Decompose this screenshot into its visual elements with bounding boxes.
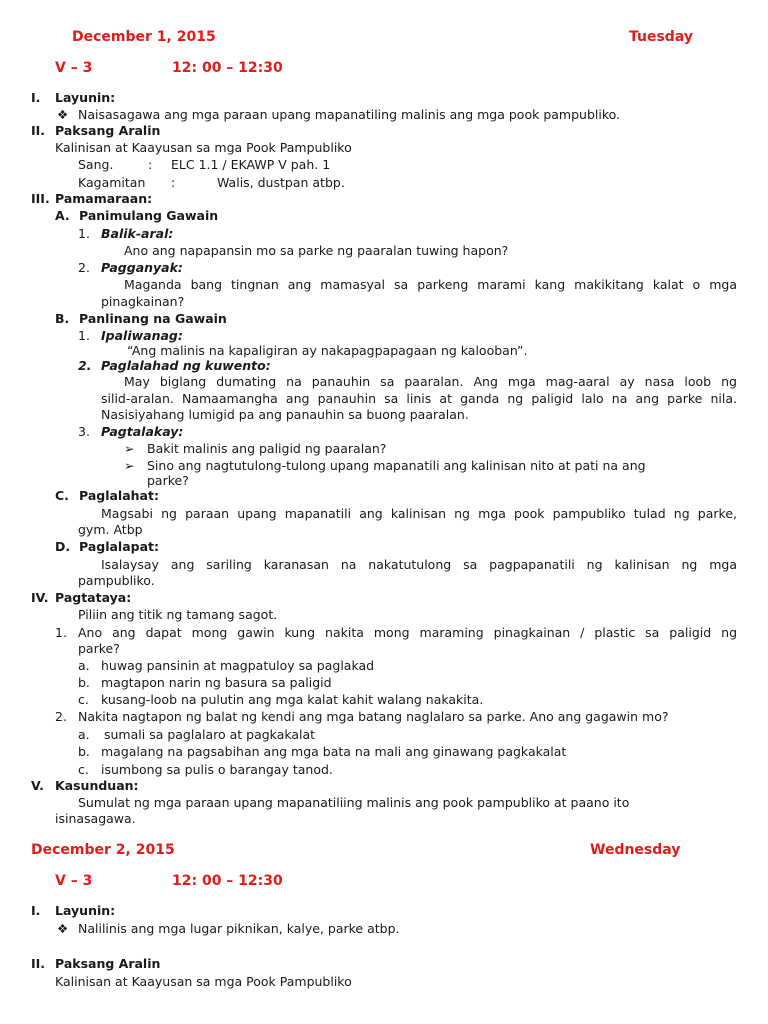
choice-text: magalang na pagsabihan ang mga bata na mali ang ginawang pagkakalat (101, 744, 567, 759)
weekday-heading: Tuesday (629, 29, 693, 45)
reference-colon: : (148, 157, 153, 172)
arrow-bullet-icon: ➢ (124, 458, 135, 473)
weekday-heading: Wednesday (590, 842, 681, 858)
step-title: Pagganyak: (101, 260, 183, 275)
assignment-text: isinasagawa. (55, 811, 136, 826)
step-number: 2. (78, 358, 92, 373)
step-number: 1. (78, 328, 90, 343)
step-number: 1. (78, 226, 90, 241)
step-text: pinagkainan? (101, 294, 185, 309)
section-number: I. (31, 903, 41, 918)
step-number: 2. (78, 260, 90, 275)
objective-text: Naisasagawa ang mga paraan upang mapanatiling malinis ang mga pook pampubliko. (78, 107, 621, 122)
section-title: Paksang Aralin (55, 123, 161, 138)
bullet-icon: ❖ (57, 921, 69, 936)
step-text: “Ang malinis na kapaligiran ay nakapagpapagaan ng kalooban”. (127, 343, 528, 358)
section-title: Pamamaraan: (55, 191, 153, 206)
section-number: V. (31, 778, 44, 793)
choice-letter: b. (78, 675, 90, 690)
materials-value: Walis, dustpan atbp. (217, 175, 345, 190)
section-label: V – 3 (55, 873, 93, 889)
section-title: Kasunduan: (55, 778, 139, 793)
question-number: 1. (55, 625, 67, 640)
step-text: Ano ang napapansin mo sa parke ng paaralan tuwing hapon? (124, 243, 509, 258)
time-label: 12: 00 – 12:30 (172, 60, 283, 76)
reference-value: ELC 1.1 / EKAWP V pah. 1 (171, 157, 331, 172)
story-text: silid-aralan. Namaamangha ang panauhin sa linis at ganda ng paligid lalo na ang parke nila. (101, 391, 737, 406)
question-text: Ano ang dapat mong gawin kung nakita mong maraming pinagkainan / plastic sa paligid ng (78, 625, 737, 640)
subsection-title: Panlinang na Gawain (79, 311, 227, 326)
section-title: Layunin: (55, 90, 116, 105)
question-text: Nakita nagtapon ng balat ng kendi ang mga batang naglalaro sa parke. Ano ang gagawin mo? (78, 709, 669, 724)
step-number: 3. (78, 424, 90, 439)
subsection-letter: C. (55, 488, 69, 503)
application-text: Isalaysay ang sariling karanasan na nakatutulong sa pagpapanatili ng kalinisan ng mga (101, 557, 737, 572)
instruction-text: Piliin ang titik ng tamang sagot. (78, 607, 278, 622)
objective-text: Nalilinis ang mga lugar piknikan, kalye, parke atbp. (78, 921, 400, 936)
topic-text: Kalinisan at Kaayusan sa mga Pook Pampubliko (55, 140, 352, 155)
choice-text: magtapon narin ng basura sa paligid (101, 675, 332, 690)
step-text: Maganda bang tingnan ang mamasyal sa parkeng marami kang makikitang kalat o mga (124, 277, 737, 292)
section-number: II. (31, 123, 46, 138)
section-title: Pagtataya: (55, 590, 132, 605)
subsection-letter: A. (55, 208, 70, 223)
section-number: III. (31, 191, 50, 206)
choice-text: isumbong sa pulis o barangay tanod. (101, 762, 333, 777)
section-title: Layunin: (55, 903, 116, 918)
choice-letter: a. (78, 658, 90, 673)
question-number: 2. (55, 709, 67, 724)
date-heading: December 1, 2015 (72, 29, 216, 45)
subsection-letter: B. (55, 311, 70, 326)
story-text: Nasisiyahang lumigid pa ang panauhin sa buong paaralan. (101, 407, 469, 422)
choice-text: kusang-loob na pulutin ang mga kalat kahit walang nakakita. (101, 692, 484, 707)
bullet-icon: ❖ (57, 107, 69, 122)
choice-text: sumali sa paglalaro at pagkakalat (104, 727, 316, 742)
generalization-text: Magsabi ng paraan upang mapanatili ang kalinisan ng mga pook pampubliko tulad ng parke, (101, 506, 737, 521)
subsection-title: Paglalahat: (79, 488, 159, 503)
subsection-title: Paglalapat: (79, 539, 160, 554)
materials-colon: : (171, 175, 176, 190)
choice-letter: c. (78, 692, 89, 707)
discussion-question: Bakit malinis ang paligid ng paaralan? (147, 441, 387, 456)
question-text: parke? (78, 641, 120, 656)
date-heading: December 2, 2015 (31, 842, 175, 858)
materials-label: Kagamitan (78, 175, 146, 190)
choice-text: huwag pansinin at magpatuloy sa paglakad (101, 658, 375, 673)
generalization-text: gym. Atbp (78, 522, 143, 537)
subsection-letter: D. (55, 539, 71, 554)
section-number: II. (31, 956, 46, 971)
topic-text: Kalinisan at Kaayusan sa mga Pook Pampubliko (55, 974, 352, 989)
discussion-question: parke? (147, 473, 189, 488)
choice-letter: b. (78, 744, 90, 759)
step-title: Balik-aral: (101, 226, 174, 241)
reference-label: Sang. (78, 157, 114, 172)
section-number: IV. (31, 590, 49, 605)
choice-letter: c. (78, 762, 89, 777)
application-text: pampubliko. (78, 573, 155, 588)
time-label: 12: 00 – 12:30 (172, 873, 283, 889)
choice-letter: a. (78, 727, 90, 742)
arrow-bullet-icon: ➢ (124, 441, 135, 456)
assignment-text: Sumulat ng mga paraan upang mapanatiliing malinis ang pook pampubliko at paano ito (78, 795, 630, 810)
story-text: May biglang dumating na panauhin sa paaralan. Ang mga mag-aaral ay nasa loob ng (124, 374, 737, 389)
subsection-title: Panimulang Gawain (79, 208, 219, 223)
step-title: Ipaliwanag: (101, 328, 183, 343)
step-title: Pagtalakay: (101, 424, 184, 439)
step-title: Paglalahad ng kuwento: (101, 358, 271, 373)
section-label: V – 3 (55, 60, 93, 76)
section-number: I. (31, 90, 41, 105)
discussion-question: Sino ang nagtutulong-tulong upang mapanatili ang kalinisan nito at pati na ang (147, 458, 646, 473)
section-title: Paksang Aralin (55, 956, 161, 971)
